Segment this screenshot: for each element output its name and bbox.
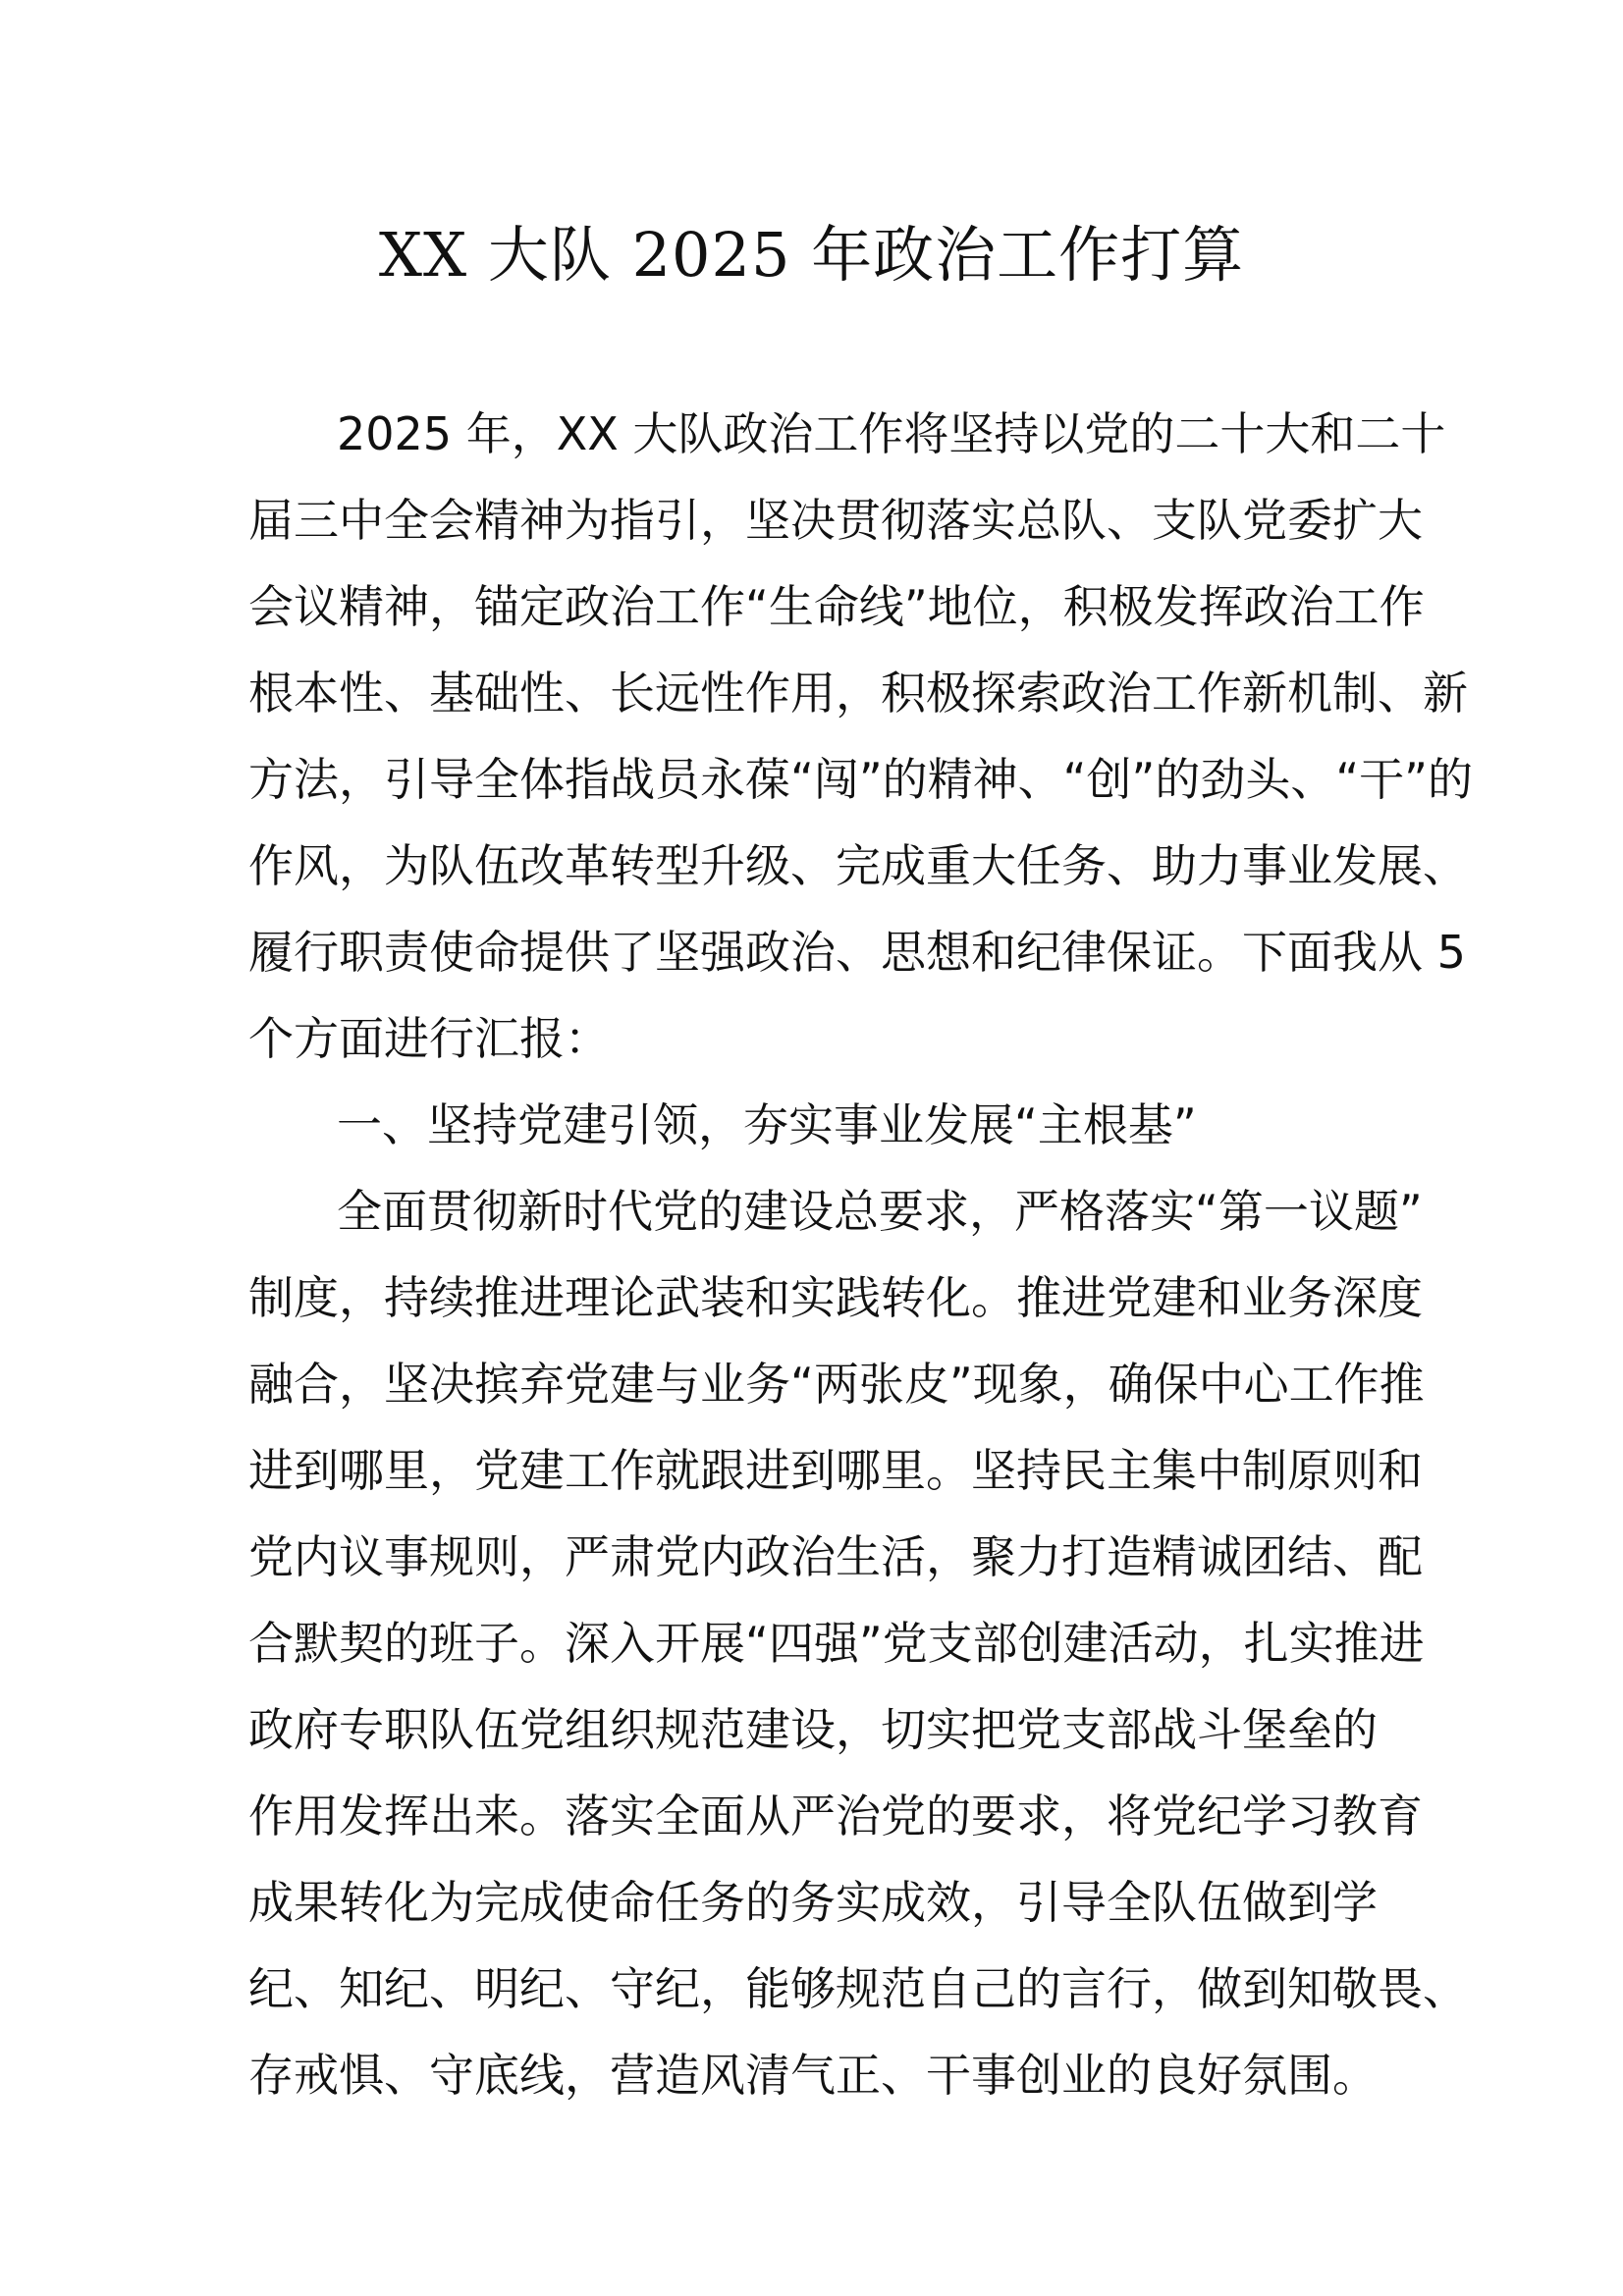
paragraph-line: 纪、知纪、明纪、守纪，能够规范自己的言行，做到知敬畏、	[248, 1962, 1468, 2015]
document-title: XX 大队 2025 年政治工作打算	[378, 219, 1245, 291]
paragraph-line: 根本性、基础性、长远性作用，积极探索政治工作新机制、新	[248, 667, 1468, 720]
paragraph-line: 会议精神，锚定政治工作“生命线”地位，积极发挥政治工作	[248, 580, 1425, 633]
paragraph-line: 进到哪里，党建工作就跟进到哪里。坚持民主集中制原则和	[248, 1444, 1423, 1497]
paragraph-line: 作风，为队伍改革转型升级、完成重大任务、助力事业发展、	[248, 839, 1468, 892]
paragraph-line: 全面贯彻新时代党的建设总要求，严格落实“第一议题”	[337, 1185, 1423, 1238]
paragraph-line: 存戒惧、守底线，营造风清气正、干事创业的良好氛围。	[248, 2049, 1378, 2102]
paragraph-line: 届三中全会精神为指引，坚决贯彻落实总队、支队党委扩大	[248, 494, 1423, 547]
paragraph-line: 成果转化为完成使命任务的务实成效，引导全队伍做到学	[248, 1876, 1378, 1929]
paragraph-line: 履行职责使命提供了坚强政治、思想和纪律保证。下面我从 5	[248, 926, 1466, 979]
paragraph-line: 制度，持续推进理论武装和实践转化。推进党建和业务深度	[248, 1271, 1423, 1324]
paragraph-line: 个方面进行汇报：	[248, 1012, 610, 1065]
paragraph-line: 政府专职队伍党组织规范建设，切实把党支部战斗堡垒的	[248, 1703, 1378, 1756]
paragraph-line: 方法，引导全体指战员永葆“闯”的精神、“创”的劲头、“干”的	[248, 753, 1473, 806]
paragraph-line: 党内议事规则，严肃党内政治生活，聚力打造精诚团结、配	[248, 1530, 1423, 1583]
section-heading: 一、坚持党建引领，夯实事业发展“主根基”	[337, 1098, 1197, 1151]
paragraph-line: 作用发挥出来。落实全面从严治党的要求，将党纪学习教育	[248, 1789, 1423, 1842]
paragraph-line: 融合，坚决摈弃党建与业务“两张皮”现象，确保中心工作推	[248, 1358, 1425, 1411]
paragraph-line: 2025 年，XX 大队政治工作将坚持以党的二十大和二十	[337, 407, 1446, 460]
paragraph-line: 合默契的班子。深入开展“四强”党支部创建活动，扎实推进	[248, 1617, 1425, 1670]
